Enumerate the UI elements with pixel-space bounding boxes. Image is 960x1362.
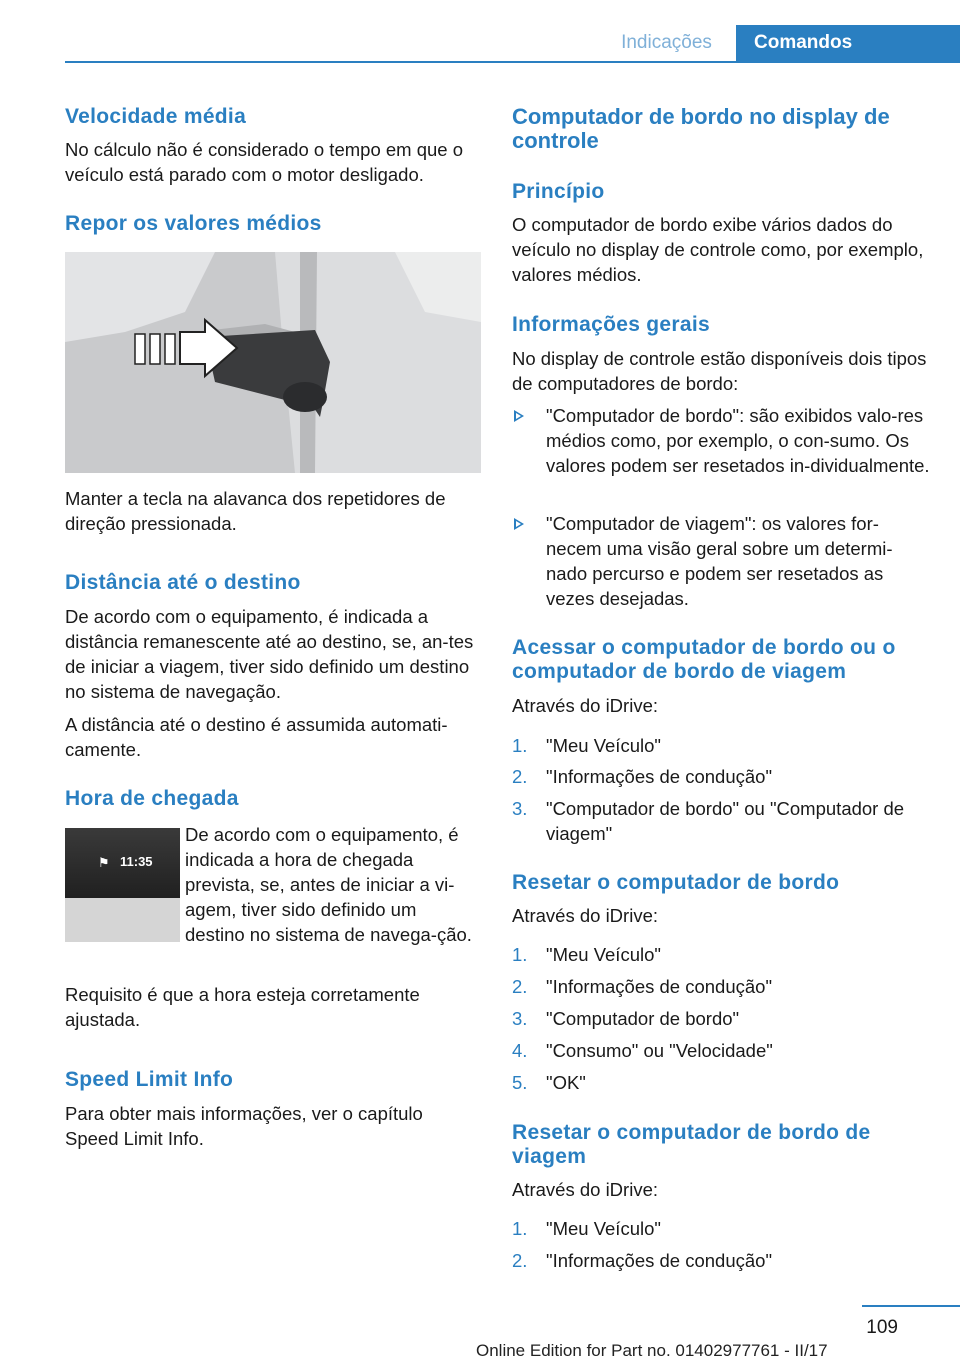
arrival-time-value: 11:35: [120, 854, 153, 869]
step-text: "Informações de condução": [546, 976, 773, 997]
resetar-viagem-intro: Através do iDrive:: [512, 1179, 658, 1200]
step-text: "Meu Veículo": [546, 1218, 661, 1239]
figure1-caption: Manter a tecla na alavanca dos repetidores de direção pressionada.: [65, 488, 446, 534]
step-number: 1.: [512, 944, 528, 965]
step-text: "Computador de bordo" ou "Computador de viagem": [546, 798, 905, 844]
velocidade-title: Velocidade média: [65, 105, 247, 128]
acessar-title: Acessar o computador de bordo ou o computador de bordo de viagem: [512, 636, 896, 683]
display-bezel: [65, 898, 180, 942]
bullet-triangle-icon: [514, 410, 524, 422]
acessar-intro: Através do iDrive:: [512, 695, 658, 716]
resetar-title: Resetar o computador de bordo: [512, 871, 840, 894]
step-number: 2.: [512, 766, 528, 787]
speed-text: Para obter mais informações, ver o capítulo Speed Limit Info.: [65, 1103, 423, 1149]
step-text: "Meu Veículo": [546, 944, 661, 965]
edition-footer: Online Edition for Part no. 01402977761 - II/17: [476, 1341, 828, 1360]
velocidade-text: No cálculo não é considerado o tempo em que o veículo está parado com o motor desligado.: [65, 139, 464, 185]
info-title: Informações gerais: [512, 313, 710, 336]
step-text: "Consumo" ou "Velocidade": [546, 1040, 773, 1061]
hora-text-content: De acordo com o equipamento, é indicada a hora de chegada prevista, se, antes de iniciar a vi-agem, tiver sido definido um destino no sistema de navega-ção.: [185, 824, 472, 945]
principio-text: O computador de bordo exibe vários dados do veículo no display de controle como, por exemplo, valores médios.: [512, 214, 924, 285]
step-text: "Informações de condução": [546, 766, 773, 787]
speed-title: Speed Limit Info: [65, 1068, 234, 1091]
step-number: 3.: [512, 798, 528, 819]
stalk-illustration: [65, 252, 481, 473]
distancia-text-2: A distância até o destino é assumida automati-camente.: [65, 714, 448, 760]
step-number: 2.: [512, 976, 528, 997]
step-text: "Meu Veículo": [546, 735, 661, 756]
turn-signal-stalk-figure: [65, 252, 481, 473]
hora-title: Hora de chegada: [65, 787, 239, 810]
arrival-time-display: [65, 828, 180, 942]
destination-flag-icon: ⚑: [98, 855, 110, 870]
step-number: 3.: [512, 1008, 528, 1029]
step-text: "Computador de bordo": [546, 1008, 740, 1029]
bullet-triangle-icon: [514, 518, 524, 530]
distancia-title: Distância até o destino: [65, 571, 301, 594]
step-number: 5.: [512, 1072, 528, 1093]
page-number: 109: [866, 1317, 898, 1338]
bullet-text: "Computador de bordo": são exibidos valo-res médios como, por exemplo, o con-sumo. Os valores podem ser resetados in-dividualmente.: [546, 405, 930, 476]
tab-indicacoes[interactable]: Indicações: [621, 32, 712, 53]
computador-title: Computador de bordo no display de controle: [512, 104, 890, 153]
step-number: 4.: [512, 1040, 528, 1061]
distancia-text-1: De acordo com o equipamento, é indicada a distância remanescente até ao destino, se, an-tes de iniciar a viagem, tiver sido definido um destino no sistema de navegação.: [65, 606, 474, 702]
step-text: "Informações de condução": [546, 1250, 773, 1271]
step-number: 2.: [512, 1250, 528, 1271]
step-number: 1.: [512, 735, 528, 756]
footer-rule: [862, 1305, 960, 1307]
requisito-text: Requisito é que a hora esteja corretamente ajustada.: [65, 984, 420, 1030]
step-text: "OK": [546, 1072, 586, 1093]
repor-title: Repor os valores médios: [65, 212, 322, 235]
step-number: 1.: [512, 1218, 528, 1239]
bullet-text: "Computador de viagem": os valores for-necem uma visão geral sobre um determi-nado percurso e podem ser resetados as vezes desejadas.: [546, 513, 893, 609]
info-text: No display de controle estão disponíveis dois tipos de computadores de bordo:: [512, 348, 927, 394]
resetar-viagem-title: Resetar o computador de bordo de viagem: [512, 1121, 871, 1168]
principio-title: Princípio: [512, 180, 605, 203]
resetar-intro: Através do iDrive:: [512, 905, 658, 926]
tab-comandos[interactable]: Comandos: [736, 25, 960, 63]
header-rule: [65, 61, 960, 63]
